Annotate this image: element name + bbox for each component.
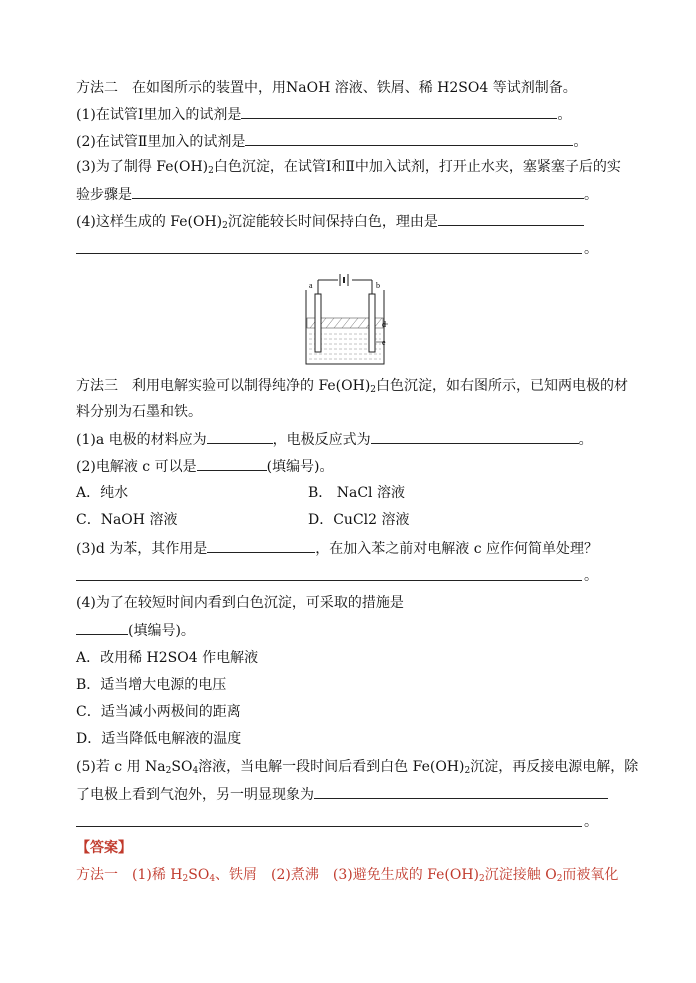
m2-question-1: (1)在试管Ⅰ里加入的试剂是 。 xyxy=(76,104,571,125)
answer-blank[interactable] xyxy=(76,620,128,635)
label-d: d xyxy=(382,320,386,329)
answer-blank[interactable] xyxy=(197,456,267,471)
m3-question-3: (3)d 为苯，其作用是 ，在加入苯之前对电解液 c 应作何简单处理？ xyxy=(76,538,598,559)
m3-question-5-cont: 了电极上看到气泡外，另一明显现象为 xyxy=(76,784,608,805)
m3-q4-option-d: D．适当降低电解液的温度 xyxy=(76,731,242,747)
m2-question-3: (3)为了制得 $Fe(OH)_2$白色沉淀，在试管Ⅰ和Ⅱ中加入试剂，打开止水夹，塞紧塞子后的实 xyxy=(76,159,621,176)
m2-question-4: (4)这样生成的 $Fe(OH)_2$沉淀能较长时间保持白色，理由是 xyxy=(76,211,584,232)
m2-question-2: (2)在试管Ⅱ里加入的试剂是 。 xyxy=(76,131,587,152)
label-b: b xyxy=(376,281,380,290)
method2-intro: 方法二 在如图所示的装置中，用NaOH 溶液、铁屑、稀 H2SO4 等试剂制备。 xyxy=(76,80,577,96)
answer-rule[interactable] xyxy=(76,826,582,827)
m3-question-1: (1)a 电极的材料应为 ，电极反应式为 。 xyxy=(76,429,593,450)
method3-intro-cont: 料分别为石墨和铁。 xyxy=(76,404,202,420)
answer-blank[interactable] xyxy=(314,784,608,799)
m3-question-4-cont: (填编号)。 xyxy=(76,620,195,641)
m3-q2-option-b: B． NaCl 溶液 xyxy=(308,485,405,501)
answer-rule[interactable] xyxy=(76,580,582,581)
m2-question-3-cont: 验步骤是 。 xyxy=(76,184,598,205)
electrode-b xyxy=(369,294,375,352)
m3-q4-option-c: C．适当减小两极间的距离 xyxy=(76,704,241,720)
answer-blank[interactable] xyxy=(207,538,315,553)
answer-blank[interactable] xyxy=(241,104,557,119)
method3-intro: 方法三 利用电解实验可以制得纯净的 $Fe(OH)_2$白色沉淀，如右图所示，已知两电极的材 xyxy=(76,378,629,395)
m3-q4-option-b: B．适当增大电源的电压 xyxy=(76,677,227,693)
label-e: e xyxy=(382,338,386,347)
answer-rule[interactable] xyxy=(76,253,582,254)
answer-blank[interactable] xyxy=(132,184,584,199)
answer-blank[interactable] xyxy=(371,429,579,444)
period: 。 xyxy=(584,241,598,257)
m3-question-2: (2)电解液 c 可以是 (填编号)。 xyxy=(76,456,334,477)
m3-question-5: (5)若 c 用 $Na_2SO_4$溶液，当电解一段时间后看到白色 $Fe(OH)_2$沉淀，再反接电源电解，除 xyxy=(76,759,639,776)
electrolysis-apparatus-diagram xyxy=(300,268,390,368)
m3-q2-option-d: D．CuCl2 溶液 xyxy=(308,512,410,528)
m3-q2-option-c: C．NaOH 溶液 xyxy=(76,512,178,528)
electrode-a xyxy=(315,294,321,352)
period: 。 xyxy=(584,568,598,584)
answer-method1: 方法一 (1)稀 $H_2SO_4$、铁屑 (2)煮沸 (3)避免生成的 $Fe(OH)_2$沉淀接触 $O_2$而被氧化 xyxy=(76,867,619,884)
answer-blank[interactable] xyxy=(245,131,573,146)
label-a: a xyxy=(309,281,313,290)
answer-heading: 【答案】 xyxy=(76,840,132,856)
m3-question-4: (4)为了在较短时间内看到白色沉淀，可采取的措施是 xyxy=(76,595,404,611)
answer-blank[interactable] xyxy=(438,211,584,226)
m3-q4-option-a: A．改用稀 H2SO4 作电解液 xyxy=(76,650,259,666)
answer-blank[interactable] xyxy=(207,429,273,444)
period: 。 xyxy=(584,814,598,830)
m3-q2-option-a: A．纯水 xyxy=(76,485,129,501)
